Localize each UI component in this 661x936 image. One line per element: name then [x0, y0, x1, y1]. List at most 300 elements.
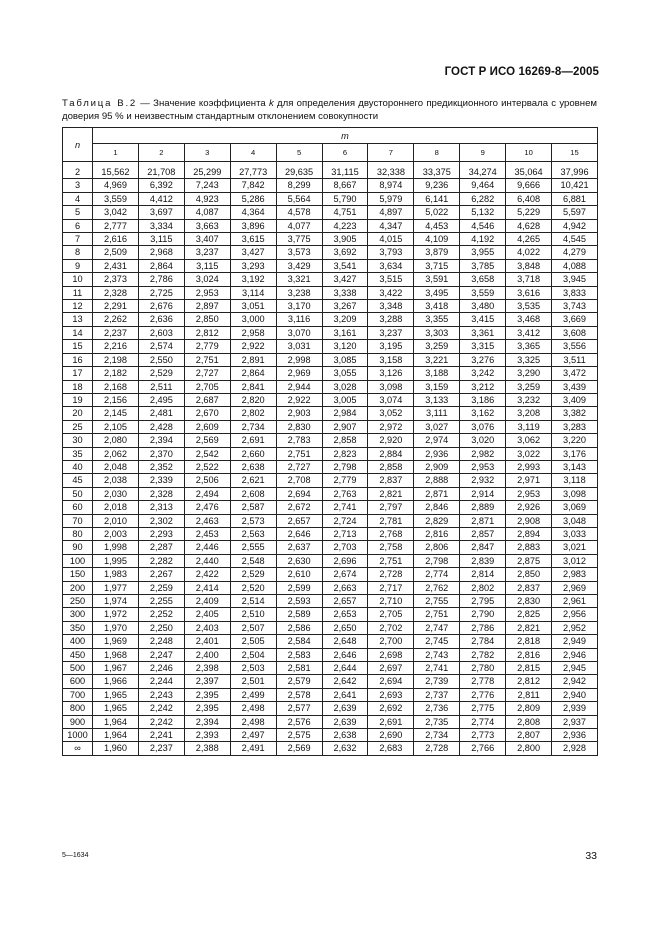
table-cell: 2,453	[184, 527, 230, 540]
row-label-n: 12	[63, 300, 93, 313]
table-head	[63, 128, 598, 162]
table-cell: 2,952	[552, 621, 598, 634]
table-row	[63, 608, 598, 621]
table-cell: 2,409	[184, 595, 230, 608]
table-row	[63, 393, 598, 406]
table-cell: 2,747	[414, 621, 460, 634]
table-cell: 2,850	[184, 313, 230, 326]
table-cell: 4,453	[414, 219, 460, 232]
table-cell: 1,968	[93, 648, 139, 661]
table-cell: 2,642	[322, 675, 368, 688]
table-cell: 3,511	[552, 353, 598, 366]
table-cell: 2,728	[368, 568, 414, 581]
table-cell: 3,005	[322, 393, 368, 406]
table-cell: 3,793	[368, 246, 414, 259]
table-cell: 2,969	[276, 367, 322, 380]
row-label-n: 50	[63, 487, 93, 500]
table-cell: 2,798	[414, 554, 460, 567]
table-cell: 2,105	[93, 420, 139, 433]
table-cell: 3,020	[460, 434, 506, 447]
table-cell: 3,848	[506, 259, 552, 272]
table-row	[63, 219, 598, 232]
table-cell: 2,476	[184, 501, 230, 514]
table-cell: 4,546	[460, 219, 506, 232]
table-cell: 2,734	[230, 420, 276, 433]
table-cell: 3,833	[552, 286, 598, 299]
table-cell: 1,964	[93, 729, 139, 742]
table-cell: 8,667	[322, 179, 368, 192]
table-cell: 3,669	[552, 313, 598, 326]
table-cell: 3,098	[368, 380, 414, 393]
row-label-n: 4	[63, 192, 93, 205]
table-cell: 3,114	[230, 286, 276, 299]
table-cell: 2,579	[276, 675, 322, 688]
table-cell: 3,116	[276, 313, 322, 326]
table-cell: 1,966	[93, 675, 139, 688]
table-cell: 2,783	[276, 434, 322, 447]
table-cell: 3,785	[460, 259, 506, 272]
table-cell: 8,299	[276, 179, 322, 192]
table-cell: 4,412	[138, 192, 184, 205]
table-cell: 2,797	[368, 501, 414, 514]
row-label-n: 200	[63, 581, 93, 594]
table-cell: 2,922	[276, 393, 322, 406]
table-cell: 2,395	[184, 688, 230, 701]
row-label-n: 400	[63, 635, 93, 648]
table-cell: 2,550	[138, 353, 184, 366]
column-header: 1	[93, 144, 139, 162]
table-cell: 2,529	[138, 367, 184, 380]
table-label: Таблица В.2	[62, 98, 138, 109]
table-cell: 3,027	[414, 420, 460, 433]
table-cell: 3,085	[322, 353, 368, 366]
table-cell: 2,768	[368, 527, 414, 540]
table-cell: 2,830	[276, 420, 322, 433]
table-cell: 3,409	[552, 393, 598, 406]
table-cell: 3,663	[184, 219, 230, 232]
document-header: ГОСТ Р ИСО 16269-8—2005	[444, 66, 599, 78]
table-cell: 2,821	[368, 487, 414, 500]
table-cell: 2,926	[506, 501, 552, 514]
table-row	[63, 675, 598, 688]
table-cell: 2,993	[506, 460, 552, 473]
table-row	[63, 541, 598, 554]
table-cell: 6,141	[414, 192, 460, 205]
table-cell: 2,779	[322, 474, 368, 487]
table-cell: 3,070	[276, 326, 322, 339]
table-cell: 2,751	[276, 447, 322, 460]
table-cell: 4,192	[460, 233, 506, 246]
table-cell: 2,806	[414, 541, 460, 554]
row-label-n: 10	[63, 273, 93, 286]
table-cell: 3,418	[414, 300, 460, 313]
table-row	[63, 662, 598, 675]
table-row	[63, 501, 598, 514]
table-cell: 3,697	[138, 206, 184, 219]
table-cell: 2,401	[184, 635, 230, 648]
table-cell: 2,908	[506, 514, 552, 527]
row-label-n: 500	[63, 662, 93, 675]
table-cell: 3,259	[414, 340, 460, 353]
table-cell: 2,736	[414, 702, 460, 715]
table-cell: 4,223	[322, 219, 368, 232]
table-cell: 4,628	[506, 219, 552, 232]
table-cell: 2,302	[138, 514, 184, 527]
table-cell: 9,666	[506, 179, 552, 192]
table-cell: 2,499	[230, 688, 276, 701]
table-cell: 1,965	[93, 702, 139, 715]
table-row	[63, 192, 598, 205]
table-cell: 2,446	[184, 541, 230, 554]
row-label-n: 800	[63, 702, 93, 715]
row-label-n: 18	[63, 380, 93, 393]
table-row	[63, 621, 598, 634]
table-cell: 6,408	[506, 192, 552, 205]
table-cell: 2,670	[184, 407, 230, 420]
table-cell: 3,427	[230, 246, 276, 259]
table-cell: 2,428	[138, 420, 184, 433]
row-label-n: 150	[63, 568, 93, 581]
table-row	[63, 487, 598, 500]
table-cell: 2,725	[138, 286, 184, 299]
table-cell: 2,529	[230, 568, 276, 581]
table-row	[63, 460, 598, 473]
page-number: 33	[585, 850, 597, 862]
table-cell: 2,841	[230, 380, 276, 393]
table-cell: 2,504	[230, 648, 276, 661]
table-cell: 2,779	[184, 340, 230, 353]
table-cell: 2,255	[138, 595, 184, 608]
table-cell: 3,118	[552, 474, 598, 487]
table-cell: 4,015	[368, 233, 414, 246]
table-cell: 6,282	[460, 192, 506, 205]
table-cell: 2,700	[368, 635, 414, 648]
table-cell: 5,229	[506, 206, 552, 219]
table-cell: 2,773	[460, 729, 506, 742]
table-cell: 4,969	[93, 179, 139, 192]
table-cell: 3,119	[506, 420, 552, 433]
row-label-n: 60	[63, 501, 93, 514]
row-label-n: 2	[63, 162, 93, 179]
table-body	[63, 162, 598, 756]
row-label-n: 25	[63, 420, 93, 433]
table-cell: 1,967	[93, 662, 139, 675]
table-cell: 2,650	[322, 621, 368, 634]
table-cell: 4,077	[276, 219, 322, 232]
table-cell: 3,126	[368, 367, 414, 380]
table-row	[63, 233, 598, 246]
table-row	[63, 259, 598, 272]
table-cell: 2,581	[276, 662, 322, 675]
table-row	[63, 702, 598, 715]
table-cell: 27,773	[230, 162, 276, 179]
row-label-n: 16	[63, 353, 93, 366]
table-cell: 2,687	[184, 393, 230, 406]
table-cell: 2,018	[93, 501, 139, 514]
table-cell: 2,501	[230, 675, 276, 688]
table-cell: 2,858	[322, 434, 368, 447]
table-cell: 4,022	[506, 246, 552, 259]
table-cell: 2,405	[184, 608, 230, 621]
table-cell: 3,048	[552, 514, 598, 527]
table-cell: 29,635	[276, 162, 322, 179]
table-cell: 3,170	[276, 300, 322, 313]
table-cell: 4,279	[552, 246, 598, 259]
table-row	[63, 729, 598, 742]
table-cell: 2,691	[368, 715, 414, 728]
table-cell: 2,705	[368, 608, 414, 621]
table-caption	[62, 98, 597, 123]
row-label-n: 19	[63, 393, 93, 406]
table-cell: 2,397	[184, 675, 230, 688]
table-cell: 2,636	[138, 313, 184, 326]
table-cell: 2,038	[93, 474, 139, 487]
print-mark: 5—1634	[62, 852, 89, 859]
table-cell: 2,243	[138, 688, 184, 701]
table-cell: 2,830	[506, 595, 552, 608]
table-cell: 3,024	[184, 273, 230, 286]
table-cell: 3,186	[460, 393, 506, 406]
table-cell: 2,293	[138, 527, 184, 540]
table-cell: 3,022	[506, 447, 552, 460]
table-cell: 2,506	[184, 474, 230, 487]
row-label-n: 3	[63, 179, 93, 192]
table-cell: 2,250	[138, 621, 184, 634]
table-cell: 3,042	[93, 206, 139, 219]
table-cell: 2,802	[230, 407, 276, 420]
table-cell: 2,727	[184, 367, 230, 380]
table-cell: 3,192	[230, 273, 276, 286]
row-label-n: 350	[63, 621, 93, 634]
table-cell: 3,158	[368, 353, 414, 366]
table-cell: 2,944	[276, 380, 322, 393]
table-cell: 3,429	[276, 259, 322, 272]
table-cell: 3,559	[460, 286, 506, 299]
row-label-n: 1000	[63, 729, 93, 742]
table-cell: 2,820	[230, 393, 276, 406]
table-cell: 2,674	[322, 568, 368, 581]
table-cell: 2,398	[184, 662, 230, 675]
table-cell: 3,361	[460, 326, 506, 339]
table-cell: 2,802	[460, 581, 506, 594]
table-cell: 2,735	[414, 715, 460, 728]
row-label-n: 14	[63, 326, 93, 339]
table-cell: 2,786	[138, 273, 184, 286]
table-cell: 3,412	[506, 326, 552, 339]
table-cell: 2,809	[506, 702, 552, 715]
table-cell: 2,509	[93, 246, 139, 259]
table-cell: 3,541	[322, 259, 368, 272]
table-cell: 2,743	[414, 648, 460, 661]
table-cell: 3,000	[230, 313, 276, 326]
table-cell: 2,510	[230, 608, 276, 621]
table-cell: 2,511	[138, 380, 184, 393]
table-cell: 2,717	[368, 581, 414, 594]
row-label-n: 7	[63, 233, 93, 246]
row-label-n: 900	[63, 715, 93, 728]
table-cell: 3,515	[368, 273, 414, 286]
table-cell: 4,751	[322, 206, 368, 219]
table-row	[63, 635, 598, 648]
table-cell: 2,825	[506, 608, 552, 621]
column-header: 3	[184, 144, 230, 162]
table-cell: 2,800	[506, 742, 552, 755]
table-row	[63, 353, 598, 366]
column-header: 15	[552, 144, 598, 162]
table-row	[63, 420, 598, 433]
table-cell: 2,062	[93, 447, 139, 460]
table-cell: 2,621	[230, 474, 276, 487]
table-cell: 3,407	[184, 233, 230, 246]
row-label-n: 300	[63, 608, 93, 621]
table-cell: 4,265	[506, 233, 552, 246]
table-cell: 2,953	[506, 487, 552, 500]
table-cell: 2,182	[93, 367, 139, 380]
table-cell: 2,821	[506, 621, 552, 634]
row-label-n: 9	[63, 259, 93, 272]
table-cell: 2,909	[414, 460, 460, 473]
table-cell: 2,313	[138, 501, 184, 514]
table-cell: 15,562	[93, 162, 139, 179]
table-cell: 2,763	[322, 487, 368, 500]
table-cell: 2,481	[138, 407, 184, 420]
table-cell: 2,945	[552, 662, 598, 675]
table-cell: 2,751	[414, 608, 460, 621]
table-cell: 2,495	[138, 393, 184, 406]
table-cell: 2,795	[460, 595, 506, 608]
table-cell: 2,940	[552, 688, 598, 701]
table-row	[63, 474, 598, 487]
table-cell: 2,657	[322, 595, 368, 608]
table-cell: 3,658	[460, 273, 506, 286]
table-cell: 3,365	[506, 340, 552, 353]
table-cell: 2,168	[93, 380, 139, 393]
table-cell: 2,593	[276, 595, 322, 608]
table-row	[63, 434, 598, 447]
table-cell: 3,074	[368, 393, 414, 406]
table-cell: 2,010	[93, 514, 139, 527]
table-cell: 3,591	[414, 273, 460, 286]
row-label-n: 6	[63, 219, 93, 232]
table-cell: 2,248	[138, 635, 184, 648]
table-cell: 3,334	[138, 219, 184, 232]
table-cell: 2,145	[93, 407, 139, 420]
table-cell: 3,237	[184, 246, 230, 259]
table-cell: 2,961	[552, 595, 598, 608]
table-cell: 32,338	[368, 162, 414, 179]
table-cell: 2,388	[184, 742, 230, 755]
table-cell: 2,242	[138, 715, 184, 728]
caption-symbol: k	[268, 98, 274, 109]
table-cell: 2,646	[322, 648, 368, 661]
row-header-n: n	[63, 128, 93, 162]
table-cell: 2,494	[184, 487, 230, 500]
row-label-n: 13	[63, 313, 93, 326]
table-row	[63, 715, 598, 728]
table-cell: 3,715	[414, 259, 460, 272]
table-cell: 2,569	[184, 434, 230, 447]
table-cell: 3,321	[276, 273, 322, 286]
table-cell: 2,156	[93, 393, 139, 406]
column-headers-row	[63, 144, 598, 162]
table-cell: 3,115	[138, 233, 184, 246]
table-cell: 2,632	[322, 742, 368, 755]
table-cell: 3,238	[276, 286, 322, 299]
table-cell: 2,422	[184, 568, 230, 581]
column-header: 10	[506, 144, 552, 162]
table-cell: 2,578	[276, 688, 322, 701]
table-cell: 1,983	[93, 568, 139, 581]
table-cell: 1,965	[93, 688, 139, 701]
table-cell: 2,555	[230, 541, 276, 554]
table-cell: 2,694	[276, 487, 322, 500]
table-cell: 2,782	[460, 648, 506, 661]
table-cell: 1,970	[93, 621, 139, 634]
table-cell: 3,055	[322, 367, 368, 380]
table-cell: 1,998	[93, 541, 139, 554]
table-cell: 2,641	[322, 688, 368, 701]
table-cell: 2,287	[138, 541, 184, 554]
table-cell: 2,956	[552, 608, 598, 621]
row-label-n: 80	[63, 527, 93, 540]
table-cell: 3,338	[322, 286, 368, 299]
table-cell: 9,464	[460, 179, 506, 192]
table-cell: 2,698	[368, 648, 414, 661]
table-cell: 2,644	[322, 662, 368, 675]
table-cell: 2,751	[184, 353, 230, 366]
table-row	[63, 340, 598, 353]
table-cell: 2,691	[230, 434, 276, 447]
table-cell: 2,774	[414, 568, 460, 581]
table-cell: 3,355	[414, 313, 460, 326]
table-cell: 2,403	[184, 621, 230, 634]
table-cell: 3,775	[276, 233, 322, 246]
table-cell: 2,440	[184, 554, 230, 567]
table-cell: 2,816	[414, 527, 460, 540]
table-cell: 2,575	[276, 729, 322, 742]
table-cell: 2,897	[184, 300, 230, 313]
table-cell: 3,283	[552, 420, 598, 433]
table-cell: 3,237	[368, 326, 414, 339]
table-row	[63, 581, 598, 594]
row-label-n: 250	[63, 595, 93, 608]
table-row	[63, 286, 598, 299]
table-cell: 1,960	[93, 742, 139, 755]
table-cell: 1,972	[93, 608, 139, 621]
table-cell: 2,775	[460, 702, 506, 715]
table-cell: 3,303	[414, 326, 460, 339]
table-cell: 3,290	[506, 367, 552, 380]
table-cell: 2,573	[230, 514, 276, 527]
table-cell: 3,052	[368, 407, 414, 420]
table-cell: 2,778	[460, 675, 506, 688]
table-cell: 2,741	[322, 501, 368, 514]
table-cell: 4,347	[368, 219, 414, 232]
table-cell: 1,995	[93, 554, 139, 567]
table-row	[63, 326, 598, 339]
table-cell: 2,660	[230, 447, 276, 460]
table-cell: 2,983	[552, 568, 598, 581]
table-cell: 2,638	[322, 729, 368, 742]
table-cell: 4,578	[276, 206, 322, 219]
table-cell: 6,881	[552, 192, 598, 205]
table-cell: 3,382	[552, 407, 598, 420]
table-cell: 2,888	[414, 474, 460, 487]
table-cell: 35,064	[506, 162, 552, 179]
table-cell: 2,790	[460, 608, 506, 621]
table-cell: 2,814	[460, 568, 506, 581]
table-cell: 2,871	[460, 514, 506, 527]
